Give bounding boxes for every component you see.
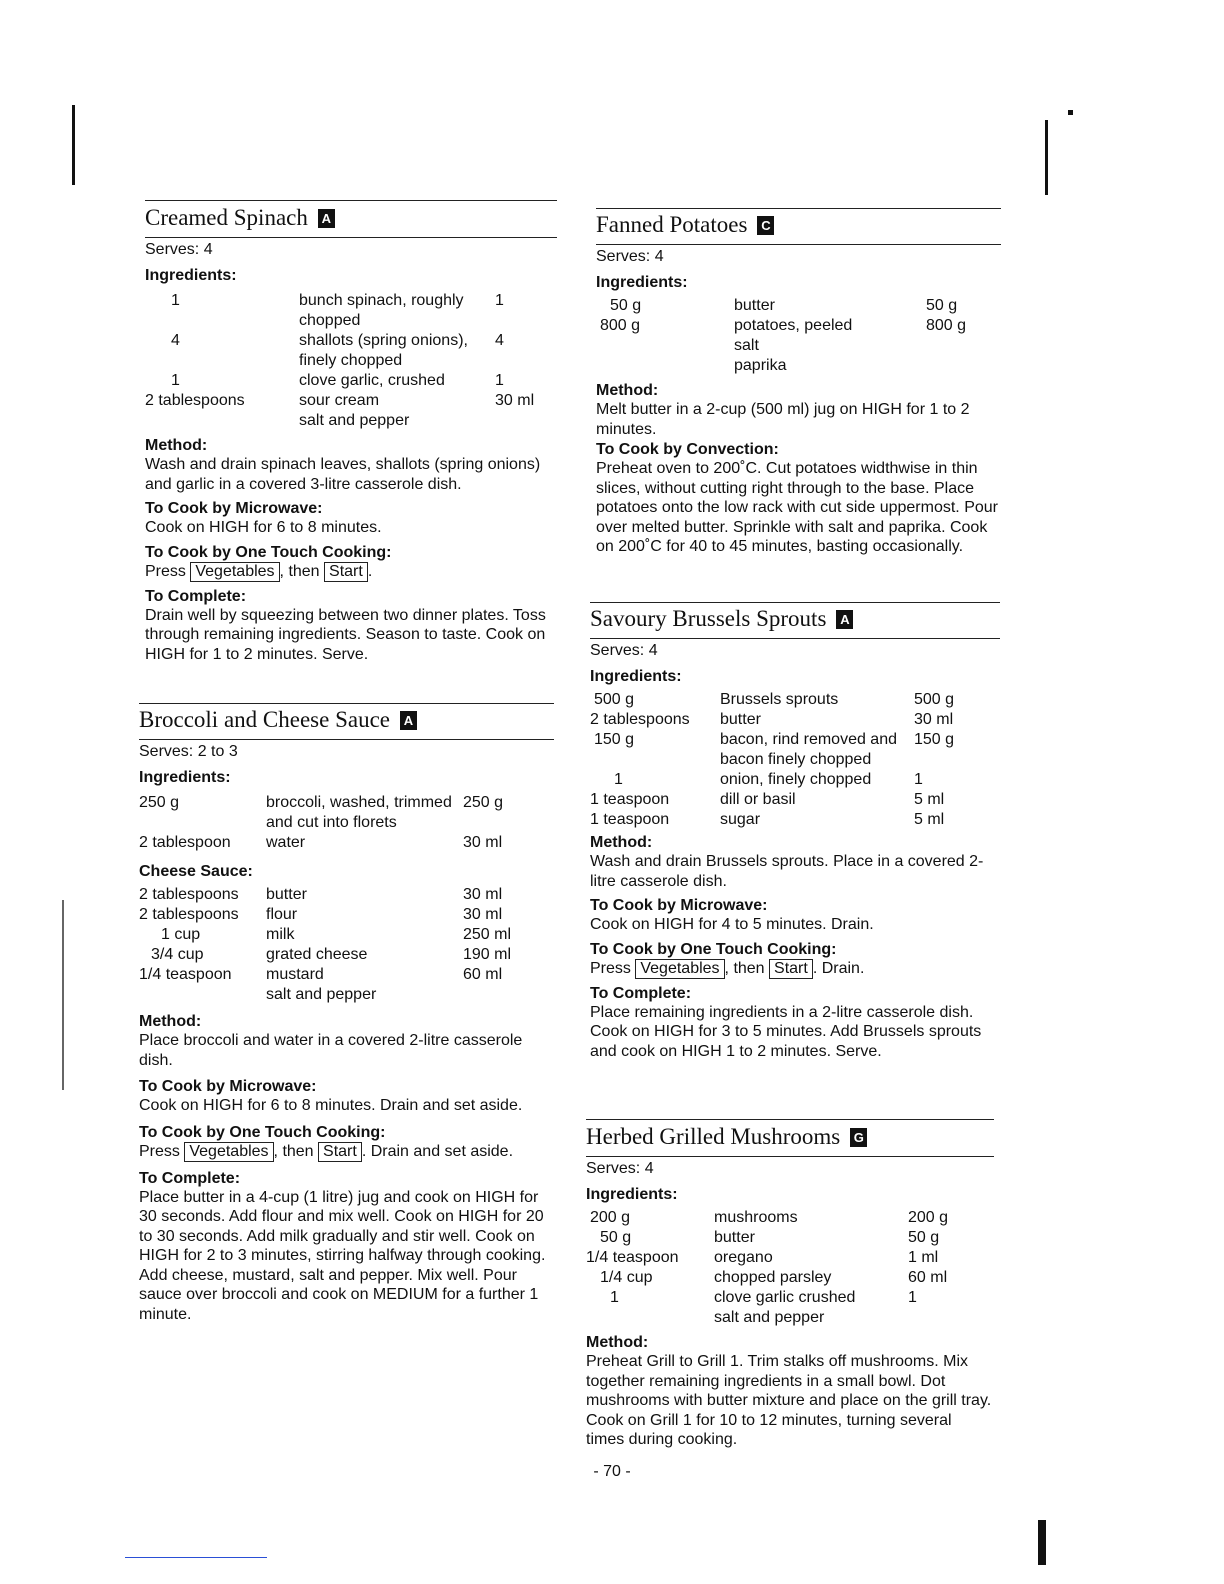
method-label: Method:	[596, 382, 659, 399]
recipe-title-text: Herbed Grilled Mushrooms	[586, 1124, 841, 1149]
recipe-title-text: Creamed Spinach	[145, 205, 308, 230]
ingredient-name: butter	[720, 711, 761, 728]
ingredient-row	[145, 411, 534, 431]
ingredient-row	[590, 810, 954, 830]
ingredient-qty	[596, 356, 734, 376]
recipe-herbed-mushrooms	[586, 1119, 994, 1450]
ingredient-row	[139, 885, 511, 905]
ingredient-metric: 30 ml	[463, 834, 503, 851]
ingredient-name: potatoes, peeled	[734, 317, 853, 334]
ingredient-metric: 1	[908, 1289, 917, 1306]
ingredient-metric: 30 ml	[914, 711, 954, 728]
ingredient-metric: 250 g	[463, 794, 504, 811]
ingredients-table	[145, 291, 534, 431]
microwave-label: To Cook by Microwave:	[590, 897, 768, 914]
scan-mark-bottom	[1038, 1520, 1046, 1565]
ingredient-metric: 50 g	[926, 297, 958, 314]
ingredient-row	[590, 730, 954, 770]
ingredient-qty: 2 tablespoons	[590, 711, 690, 728]
ingredient-name: flour	[266, 906, 298, 923]
microwave-text: Cook on HIGH for 6 to 8 minutes.	[145, 519, 382, 536]
ingredient-row	[596, 316, 966, 336]
scan-mark-left-lower	[62, 900, 64, 1090]
ingredient-metric: 1	[914, 771, 923, 788]
microwave-label: To Cook by Microwave:	[139, 1078, 317, 1095]
convection-label: To Cook by Convection:	[596, 441, 779, 458]
recipe-title-text: Broccoli and Cheese Sauce	[139, 707, 390, 732]
onetouch-text	[139, 1142, 554, 1162]
press-text: Press	[590, 959, 631, 977]
ingredient-qty: 250 g	[139, 794, 180, 811]
recipe-title	[596, 208, 1001, 245]
ingredient-name: butter	[714, 1229, 755, 1246]
ingredient-qty: 50 g	[610, 297, 642, 314]
recipe-title	[139, 703, 554, 740]
ingredient-name: sour cream	[299, 392, 380, 409]
scan-dot	[1068, 110, 1073, 115]
ingredient-qty: 1/4 teaspoon	[139, 966, 232, 983]
onetouch-text	[590, 959, 1000, 979]
ingredient-metric: 30 ml	[463, 906, 503, 923]
ingredient-metric: 30 ml	[495, 392, 535, 409]
complete-label: To Complete:	[139, 1169, 241, 1187]
ingredient-metric: 1 ml	[908, 1249, 939, 1266]
scan-mark-left	[72, 105, 75, 185]
ingredient-qty: 2 tablespoon	[139, 834, 231, 851]
then-text: , then	[724, 959, 765, 977]
recipe-title	[145, 200, 557, 238]
then-text: , then	[279, 562, 320, 580]
ingredient-qty: 1 teaspoon	[590, 811, 670, 828]
start-key: Start	[324, 562, 368, 582]
then-text: , then	[273, 1142, 314, 1160]
recipe-title	[590, 602, 1000, 639]
program-badge: C	[757, 216, 774, 235]
ingredient-name: butter	[734, 297, 775, 314]
program-badge: A	[318, 209, 335, 228]
onetouch-end: .	[367, 562, 373, 580]
method-label: Method:	[145, 437, 208, 454]
recipe-title	[586, 1119, 994, 1157]
ingredient-row	[145, 391, 534, 411]
ingredient-name: salt and pepper	[714, 1309, 825, 1326]
ingredient-name: bacon, rind removed and bacon finely chopped	[720, 731, 897, 768]
ingredients-label: Ingredients:	[590, 668, 682, 685]
ingredient-name: bunch spinach, roughly chopped	[299, 292, 464, 329]
ingredients-label: Ingredients:	[596, 274, 688, 291]
ingredient-metric: 60 ml	[463, 966, 503, 983]
ingredient-qty: 800 g	[600, 317, 641, 334]
recipe-brussels-sprouts	[590, 602, 1000, 1061]
ingredient-qty: 1/4 teaspoon	[586, 1249, 679, 1266]
ingredients-label: Ingredients:	[586, 1186, 678, 1203]
ingredient-name: water	[266, 834, 306, 851]
press-text: Press	[139, 1142, 180, 1160]
ingredient-qty: 3/4 cup	[151, 946, 204, 963]
ingredient-row	[586, 1308, 948, 1328]
ingredient-row	[596, 356, 966, 376]
ingredient-name: chopped parsley	[714, 1269, 832, 1286]
complete-text: Drain well by squeezing between two dinner plates. Toss through remaining ingredients. Season to taste. Cook on HIGH for 1 to 2 minutes. Serve.	[145, 606, 546, 663]
ingredient-name: broccoli, washed, trimmed and cut into florets	[266, 794, 452, 831]
convection-text: Preheat oven to 200˚C. Cut potatoes widthwise in thin slices, without cutting right through to the base. Place potatoes onto the low rack with cut side uppermost. Pour over melted butter. Sprinkle with salt and paprika. Cook on 200˚C for 40 to 45 minutes, basting occasionally.	[596, 460, 998, 555]
method-text: Melt butter in a 2-cup (500 ml) jug on HIGH for 1 to 2 minutes.	[596, 401, 970, 438]
ingredient-metric	[926, 336, 966, 356]
vegetables-key: Vegetables	[635, 959, 724, 979]
ingredients-label: Ingredients:	[145, 267, 237, 284]
ingredient-metric	[926, 356, 966, 376]
ingredient-name: salt	[734, 337, 759, 354]
ingredient-name: onion, finely chopped	[720, 771, 872, 788]
recipe-broccoli	[139, 703, 554, 1324]
recipe-title-text: Savoury Brussels Sprouts	[590, 606, 827, 631]
ingredient-qty: 2 tablespoons	[139, 886, 239, 903]
ingredient-metric: 250 ml	[463, 926, 512, 943]
cheese-sauce-label: Cheese Sauce:	[139, 863, 253, 880]
ingredient-qty: 150 g	[594, 731, 635, 748]
recipe-creamed-spinach	[145, 200, 557, 664]
vegetables-key: Vegetables	[190, 562, 279, 582]
ingredient-name: dill or basil	[720, 791, 796, 808]
ingredient-row	[586, 1268, 948, 1288]
ingredients-table	[586, 1208, 948, 1328]
program-badge: G	[850, 1128, 867, 1147]
ingredient-qty	[145, 411, 299, 431]
ingredient-row	[145, 291, 534, 331]
ingredient-row	[139, 945, 511, 965]
ingredient-name: shallots (spring onions), finely chopped	[299, 332, 468, 369]
ingredient-qty	[596, 336, 734, 356]
ingredient-name: milk	[266, 926, 295, 943]
ingredient-qty: 1/4 cup	[600, 1269, 653, 1286]
ingredient-metric: 5 ml	[914, 811, 945, 828]
blue-rule	[125, 1557, 267, 1558]
onetouch-label: To Cook by One Touch Cooking:	[139, 1123, 386, 1141]
ingredient-row	[590, 770, 954, 790]
ingredient-name: mustard	[266, 966, 324, 983]
microwave-text: Cook on HIGH for 4 to 5 minutes. Drain.	[590, 916, 874, 933]
ingredient-qty: 4	[171, 332, 180, 349]
complete-label: To Complete:	[590, 984, 692, 1002]
ingredient-row	[590, 690, 954, 710]
program-badge: A	[836, 610, 853, 629]
ingredient-row	[139, 965, 511, 985]
ingredient-name: clove garlic crushed	[714, 1289, 856, 1306]
ingredient-metric	[463, 985, 511, 1005]
ingredient-name: butter	[266, 886, 307, 903]
ingredient-row	[586, 1208, 948, 1228]
ingredient-metric: 1	[495, 372, 504, 389]
ingredient-row	[590, 710, 954, 730]
ingredients-table	[590, 690, 954, 830]
ingredient-metric: 150 g	[914, 731, 955, 748]
vegetables-key: Vegetables	[184, 1142, 273, 1162]
ingredient-name: Brussels sprouts	[720, 691, 839, 708]
ingredient-metric: 30 ml	[463, 886, 503, 903]
ingredient-row	[586, 1248, 948, 1268]
ingredient-row	[590, 790, 954, 810]
start-key: Start	[769, 959, 813, 979]
method-text: Wash and drain spinach leaves, shallots (spring onions) and garlic in a covered 3-litre casserole dish.	[145, 456, 541, 493]
ingredient-qty: 1	[614, 771, 623, 788]
method-label: Method:	[586, 1334, 649, 1351]
ingredient-row	[145, 331, 534, 371]
ingredient-metric: 1	[495, 292, 504, 309]
method-label: Method:	[590, 834, 653, 851]
ingredient-qty: 1 cup	[161, 926, 201, 943]
serves: Serves: 4	[145, 241, 213, 258]
method-text: Place broccoli and water in a covered 2-litre casserole dish.	[139, 1032, 523, 1069]
ingredient-metric: 500 g	[914, 691, 955, 708]
ingredient-metric: 50 g	[908, 1229, 940, 1246]
ingredient-metric	[908, 1308, 948, 1328]
ingredient-row	[139, 793, 503, 833]
ingredient-row	[139, 925, 511, 945]
ingredient-metric: 5 ml	[914, 791, 945, 808]
ingredient-name: sugar	[720, 811, 761, 828]
ingredient-qty	[139, 985, 266, 1005]
onetouch-text	[145, 562, 557, 582]
serves: Serves: 4	[586, 1160, 654, 1177]
onetouch-label: To Cook by One Touch Cooking:	[145, 543, 392, 561]
ingredient-metric: 200 g	[908, 1209, 949, 1226]
start-key: Start	[318, 1142, 362, 1162]
ingredient-row	[145, 371, 534, 391]
ingredient-name: grated cheese	[266, 946, 368, 963]
onetouch-end: . Drain.	[812, 959, 865, 977]
serves: Serves: 4	[596, 248, 664, 265]
microwave-text: Cook on HIGH for 6 to 8 minutes. Drain and set aside.	[139, 1097, 523, 1114]
ingredient-name: mushrooms	[714, 1209, 798, 1226]
method-text: Preheat Grill to Grill 1. Trim stalks off mushrooms. Mix together remaining ingredients in a small bowl. Dot mushrooms with butter mixture and place on the grill tray. Cook on Grill 1 for 10 to 12 minutes, turning several times during cooking.	[586, 1353, 992, 1448]
complete-text: Place butter in a 4-cup (1 litre) jug and cook on HIGH for 30 seconds. Add flour and mix well. Cook on HIGH for 20 to 30 seconds. Add milk gradually and stir well. Cook on HIGH for 2 to 3 minutes, stirring halfway through cooking. Add cheese, mustard, salt and pepper. Mix well. Pour sauce over broccoli and cook on MEDIUM for a further 1 minute.	[139, 1188, 546, 1323]
ingredient-name: salt and pepper	[266, 986, 377, 1003]
ingredient-qty: 1	[171, 292, 180, 309]
ingredient-qty: 50 g	[600, 1229, 632, 1246]
microwave-label: To Cook by Microwave:	[145, 500, 323, 517]
ingredients-label: Ingredients:	[139, 769, 231, 786]
sauce-table	[139, 885, 511, 1005]
ingredient-qty: 1 teaspoon	[590, 791, 670, 808]
ingredient-qty: 200 g	[590, 1209, 631, 1226]
ingredient-qty: 2 tablespoons	[139, 906, 239, 923]
ingredient-row	[586, 1288, 948, 1308]
ingredient-row	[596, 296, 966, 316]
complete-text: Place remaining ingredients in a 2-litre casserole dish. Cook on HIGH for 3 to 5 minutes. Add Brussels sprouts and cook on HIGH 1 to 2 minutes. Serve.	[590, 1003, 982, 1060]
ingredients-table	[139, 793, 503, 853]
method-text: Wash and drain Brussels sprouts. Place in a covered 2-litre casserole dish.	[590, 853, 984, 890]
recipe-fanned-potatoes	[596, 208, 1001, 557]
ingredient-name: clove garlic, crushed	[299, 372, 445, 389]
ingredient-qty: 1	[610, 1289, 619, 1306]
ingredient-row	[596, 336, 966, 356]
ingredient-row	[586, 1228, 948, 1248]
method-label: Method:	[139, 1013, 202, 1030]
scan-mark-right	[1045, 120, 1048, 195]
ingredient-row	[139, 833, 503, 853]
serves: Serves: 4	[590, 642, 658, 659]
ingredient-metric: 800 g	[926, 317, 967, 334]
ingredient-qty: 1	[171, 372, 180, 389]
press-text: Press	[145, 562, 186, 580]
ingredient-metric: 4	[495, 332, 504, 349]
ingredient-row	[139, 985, 511, 1005]
ingredient-qty	[586, 1308, 714, 1328]
ingredient-name: salt and pepper	[299, 412, 410, 429]
page-number: - 70 -	[593, 1463, 631, 1480]
program-badge: A	[400, 711, 417, 730]
ingredient-metric: 190 ml	[463, 946, 512, 963]
ingredient-name: paprika	[734, 357, 787, 374]
recipe-title-text: Fanned Potatoes	[596, 212, 748, 237]
ingredients-table	[596, 296, 966, 376]
ingredient-name: oregano	[714, 1249, 773, 1266]
ingredient-row	[139, 905, 511, 925]
complete-label: To Complete:	[145, 587, 247, 605]
serves: Serves: 2 to 3	[139, 743, 238, 760]
onetouch-label: To Cook by One Touch Cooking:	[590, 940, 837, 958]
ingredient-qty: 2 tablespoons	[145, 392, 245, 409]
ingredient-metric: 60 ml	[908, 1269, 948, 1286]
ingredient-qty: 500 g	[594, 691, 635, 708]
ingredient-metric	[495, 411, 534, 431]
onetouch-end: . Drain and set aside.	[361, 1142, 514, 1160]
